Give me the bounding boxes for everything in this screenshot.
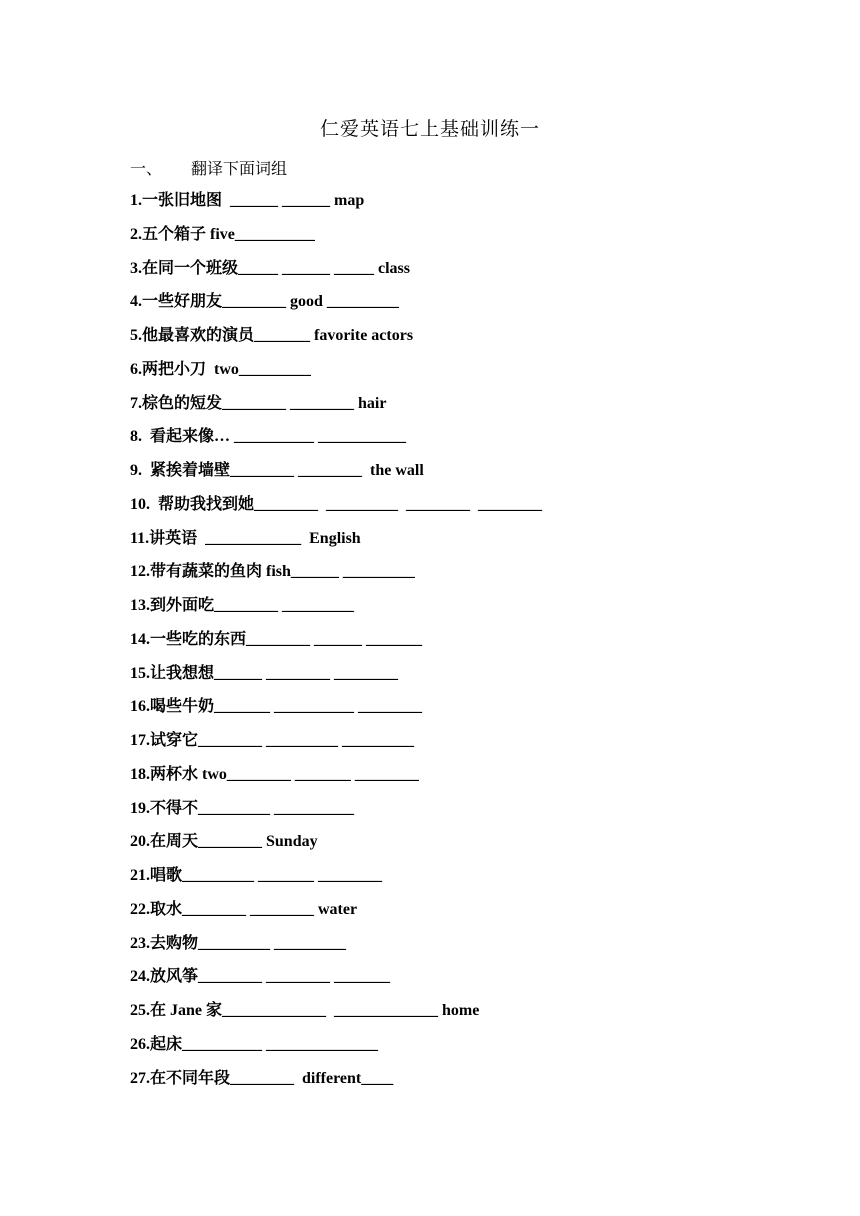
exercise-item: 9. 紧挨着墙壁________ ________ the wall — [130, 462, 424, 479]
exercise-item: 1.一张旧地图 ______ ______ map — [130, 192, 365, 209]
exercise-item: 24.放风筝________ ________ _______ — [130, 968, 391, 986]
document-title: 仁爱英语七上基础训练一 — [319, 119, 540, 140]
section-number: 一、 — [130, 161, 163, 178]
exercise-item: 14.一些吃的东西________ ______ _______ — [130, 630, 423, 648]
exercise-item: 21.唱歌_________ _______ ________ — [130, 867, 383, 884]
exercise-item: 25.在 Jane 家_____________ _____________ home — [130, 1002, 480, 1019]
exercise-item: 20.在周天________ Sunday — [130, 833, 318, 851]
section-heading — [130, 156, 287, 179]
exercise-item: 13.到外面吃________ _________ — [130, 597, 355, 614]
exercise-item: 3.在同一个班级_____ ______ _____ class — [130, 259, 411, 277]
exercise-item: 19.不得不_________ __________ — [130, 799, 355, 817]
exercise-item: 16.喝些牛奶_______ __________ ________ — [130, 698, 423, 716]
exercise-item: 6.两把小刀 two_________ — [130, 360, 311, 378]
exercise-item: 15.让我想想______ ________ ________ — [130, 664, 399, 682]
exercise-list — [130, 189, 542, 1100]
exercise-item: 12.带有蔬菜的鱼肉 fish______ _________ — [130, 563, 415, 581]
exercise-item: 23.去购物_________ _________ — [130, 934, 347, 952]
exercise-item: 22.取水________ ________ water — [130, 900, 358, 918]
exercise-item: 8. 看起来像… __________ ___________ — [130, 428, 407, 446]
exercise-item: 7.棕色的短发________ ________ hair — [130, 394, 387, 412]
exercise-item: 18.两杯水 two________ _______ ________ — [130, 765, 419, 783]
exercise-item: 2.五个箱子 five__________ — [130, 225, 315, 243]
section-title: 翻译下面词组 — [191, 161, 288, 178]
exercise-item: 17.试穿它________ _________ _________ — [130, 732, 415, 749]
exercise-item: 4.一些好朋友________ good _________ — [130, 293, 399, 311]
exercise-item: 11.讲英语 ____________ English — [130, 529, 361, 547]
exercise-item: 5.他最喜欢的演员_______ favorite actors — [130, 327, 414, 344]
exercise-item: 26.起床__________ ______________ — [130, 1035, 379, 1053]
exercise-item: 10. 帮助我找到她________ _________ ________ ________ — [130, 495, 543, 513]
exercise-item: 27.在不同年段________ different____ — [130, 1069, 394, 1087]
